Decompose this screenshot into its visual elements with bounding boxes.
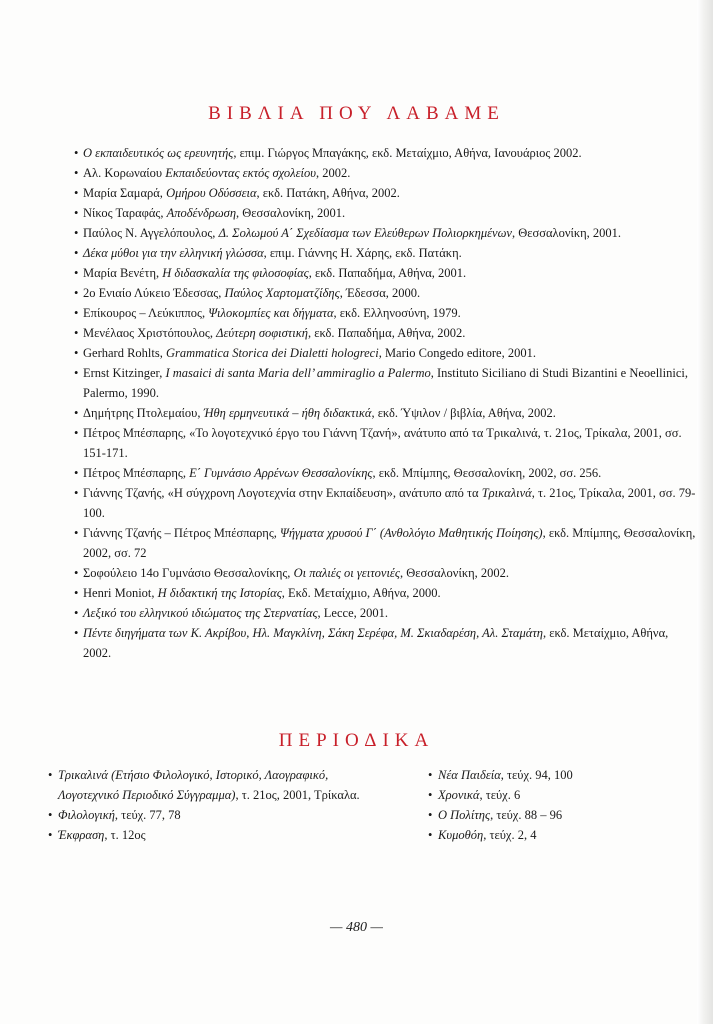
list-item: • Γιάννης Τζανής – Πέτρος Μπέσπαρης, Ψήγματα χρυσού Γ΄ (Ανθολόγιο Μαθητικής Ποίησης), εκδ. Μπίμπης, Θεσσαλονίκη, 2002, σσ. 72 [74,523,696,563]
list-item: • Λεξικό του ελληνικού ιδιώματος της Στερνατίας, Lecce, 2001. [74,603,696,623]
list-item: • Παύλος Ν. Αγγελόπουλος, Δ. Σολωμού Α΄ Σχεδίασμα των Ελεύθερων Πολιορκημένων, Θεσσαλονίκη, 2001. [74,223,696,243]
list-item: • Σοφούλειο 14ο Γυμνάσιο Θεσσαλονίκης, Οι παλιές οι γειτονιές, Θεσσαλονίκη, 2002. [74,563,696,583]
list-item: • Μαρία Σαμαρά, Ομήρου Οδύσσεια, εκδ. Πατάκη, Αθήνα, 2002. [74,183,696,203]
list-item: • Ο εκπαιδευτικός ως ερευνητής, επιμ. Γιώργος Μπαγάκης, εκδ. Μεταίχμιο, Αθήνα, Ιανουάριος 2002. [74,143,696,163]
list-item: • Κυμοθόη, τεύχ. 2, 4 [428,825,678,845]
list-item: • Νέα Παιδεία, τεύχ. 94, 100 [428,765,678,785]
list-item: • Πέτρος Μπέσπαρης, «Το λογοτεχνικό έργο του Γιάννη Τζανή», ανάτυπο από τα Τρικαλινά, τ. 21ος, Τρίκαλα, 2001, σσ. 151-171. [74,423,696,463]
list-item: • Χρονικά, τεύχ. 6 [428,785,678,805]
list-item: • Ο Πολίτης, τεύχ. 88 – 96 [428,805,678,825]
list-item: • Τρικαλινά (Ετήσιο Φιλολογικό, Ιστορικό, Λαογραφικό, Λογοτεχνικό Περιοδικό Σύγγραμμα), τ. 21ος, 2001, Τρίκαλα. [48,765,378,805]
list-item: • 2ο Ενιαίο Λύκειο Έδεσσας, Παύλος Χαρτοματζίδης, Έδεσσα, 2000. [74,283,696,303]
list-item: • Henri Moniot, Η διδακτική της Ιστορίας, Εκδ. Μεταίχμιο, Αθήνα, 2000. [74,583,696,603]
periodicals-list-right [428,765,678,845]
periodicals-list-left [48,765,378,845]
list-item: • Αλ. Κορωναίου Εκπαιδεύοντας εκτός σχολείου, 2002. [74,163,696,183]
list-item: • Φιλολογική, τεύχ. 77, 78 [48,805,378,825]
list-item: • Επίκουρος – Λεύκιππος, Ψιλοκομπίες και δήγματα, εκδ. Ελληνοσύνη, 1979. [74,303,696,323]
list-item: • Νίκος Ταραφάς, Αποδένδρωση, Θεσσαλονίκη, 2001. [74,203,696,223]
list-item: • Γιάννης Τζανής, «Η σύγχρονη Λογοτεχνία στην Εκπαίδευση», ανάτυπο από τα Τρικαλινά, τ. 21ος, Τρίκαλα, 2001, σσ. 79-100. [74,483,696,523]
books-list [74,143,696,663]
list-item: • Gerhard Rohlts, Grammatica Storica dei Dialetti hologreci, Mario Congedo editore, 2001. [74,343,696,363]
list-item: • Έκφραση, τ. 12ος [48,825,378,845]
list-item: • Δημήτρης Πτολεμαίου, Ήθη ερμηνευτικά – ήθη διδακτικά, εκδ. Ύψιλον / βιβλία, Αθήνα, 2002. [74,403,696,423]
scan-page-edge [697,0,713,1024]
periodicals-heading: ΠΕΡΙΟΔΙΚΑ [278,730,435,751]
list-item: • Πέντε διηγήματα των Κ. Ακρίβου, Ηλ. Μαγκλίνη, Σάκη Σερέφα, Μ. Σκιαδαρέση, Αλ. Σταμάτη, εκδ. Μεταίχμιο, Αθήνα, 2002. [74,623,696,663]
list-item: • Δέκα μύθοι για την ελληνική γλώσσα, επιμ. Γιάννης Η. Χάρης, εκδ. Πατάκη. [74,243,696,263]
list-item: • Μενέλαος Χριστόπουλος, Δεύτερη σοφιστική, εκδ. Παπαδήμα, Αθήνα, 2002. [74,323,696,343]
list-item: • Μαρία Βενέτη, Η διδασκαλία της φιλοσοφίας, εκδ. Παπαδήμα, Αθήνα, 2001. [74,263,696,283]
list-item: • Πέτρος Μπέσπαρης, Ε΄ Γυμνάσιο Αρρένων Θεσσαλονίκης, εκδ. Μπίμπης, Θεσσαλονίκη, 2002, σσ. 256. [74,463,696,483]
list-item: • Ernst Kitzinger, I masaici di santa Maria dell’ ammiraglio a Palermo, Instituto Siciliano di Studi Bizantini e Neoellinici, Palermo, 1990. [74,363,696,403]
books-heading: ΒΙΒΛΙΑ ΠΟΥ ΛΑΒΑΜΕ [208,103,505,124]
page-number: — 480 — [330,920,383,935]
